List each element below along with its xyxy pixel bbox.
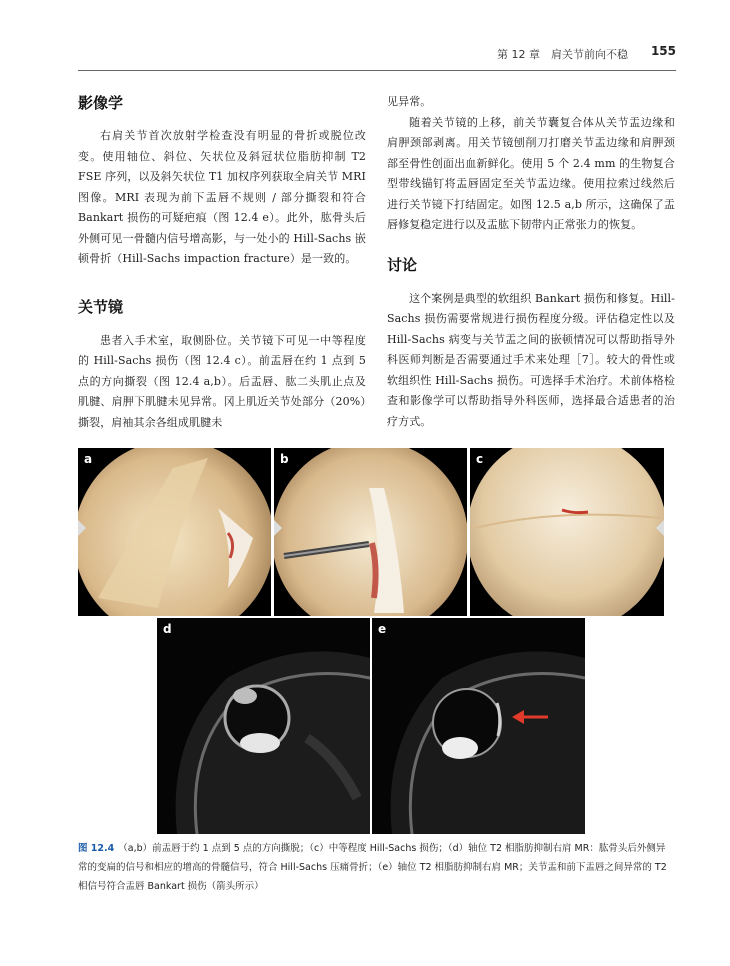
chapter-title: 第 12 章 肩关节前向不稳 xyxy=(497,48,628,61)
panel-label-a: a xyxy=(84,452,93,466)
panel-label-e: e xyxy=(378,622,387,636)
discussion-paragraph: 这个案例是典型的软组织 Bankart 损伤和修复。Hill-Sachs 损伤需要常规进行损伤程度分级。评估稳定性以及 Hill-Sachs 病变与关节盂之间的嵌顿情况可以帮助指导外科医师判断是否需要通过手术来处理［7］。较大的骨性或软组织性 Hill-Sachs 损伤。可选择手术治疗。术前体格检查和影像学可以帮助指导外科医师，选择最合适患者的治疗方式。 xyxy=(387,291,675,428)
page-header xyxy=(78,40,676,70)
page-number: 155 xyxy=(650,44,676,58)
section-title-imaging: 影像学 xyxy=(78,94,124,112)
section-title-discussion: 讨论 xyxy=(387,255,418,274)
arthroscopy-paragraph: 患者入手术室，取侧卧位。关节镜下可见一中等程度的 Hill-Sachs 损伤（图 12.4 c）。前盂唇在约 1 点到 5 点的方向撕裂（图 12.4 a,b）。后盂唇、肱二头肌止点及肌腱、肩胛下肌腱未见异常。冈上肌近关节处部分（20%）撕裂，肩袖其余各组成肌腱未 xyxy=(78,333,366,429)
figure-caption xyxy=(78,839,668,896)
header-rule xyxy=(78,70,676,71)
repair-paragraph: 随着关节镜的上移，前关节囊复合体从关节盂边缘和肩胛颈部剥离。用关节镜刨削刀打磨关节盂边缘和肩胛颈部至骨性创面出血新鲜化。使用 5 个 2.4 mm 的生物复合型带线锚钉将盂唇固定至关节盂边缘。使用拉索过线然后进行关节镜下打结固定。如图 12.5 a,b 所示，这确保了盂唇修复稳定进行以及盂肱下韧带内正常张力的恢复。 xyxy=(387,115,675,231)
panel-label-b: b xyxy=(280,452,289,466)
section-title-arthroscopy: 关节镜 xyxy=(78,297,124,316)
arthroscopy-image-c xyxy=(470,448,664,616)
continued-text: 见异常。 xyxy=(387,95,432,108)
arthroscopy-image-b xyxy=(274,448,467,616)
panel-label-c: c xyxy=(476,452,484,466)
left-column xyxy=(78,92,366,433)
panel-label-d: d xyxy=(163,622,172,636)
imaging-paragraph: 右肩关节首次放射学检查没有明显的骨折或脱位改变。使用轴位、斜位、矢状位及斜冠状位脂肪抑制 T2 FSE 序列，以及斜矢状位 T1 加权序列获取全肩关节 MRI 图像。MRI 表现为前下盂唇不规则 / 部分撕裂和符合 Bankart 损伤的可疑疤痕（图 12.4 e）。此外，肱骨头后外侧可见一骨髓内信号增高影，与一处小的 Hill-Sachs 嵌顿骨折（Hill-Sachs impaction fracture）是一致的。 xyxy=(78,129,366,265)
mri-image-d xyxy=(157,618,370,834)
right-column xyxy=(387,92,675,432)
mri-image-e xyxy=(372,618,585,834)
caption-text: （a,b）前盂唇于约 1 点到 5 点的方向撕脱；（c）中等程度 Hill-Sachs 损伤；（d）轴位 T2 相脂肪抑制右肩 MR：肱骨头后外侧异常的变扁的信号和相应的增高的骨髓信号，符合 Hill-Sachs 压痛骨折；（e）轴位 T2 相脂肪抑制右肩 MR；关节盂和前下盂唇之间异常的 T2 相信号符合盂唇 Bankart 损伤（箭头所示） xyxy=(78,843,667,892)
figure-number: 图 12.4 xyxy=(78,843,115,854)
figure-12-4 xyxy=(78,448,664,834)
arthroscopy-image-a xyxy=(78,448,271,616)
